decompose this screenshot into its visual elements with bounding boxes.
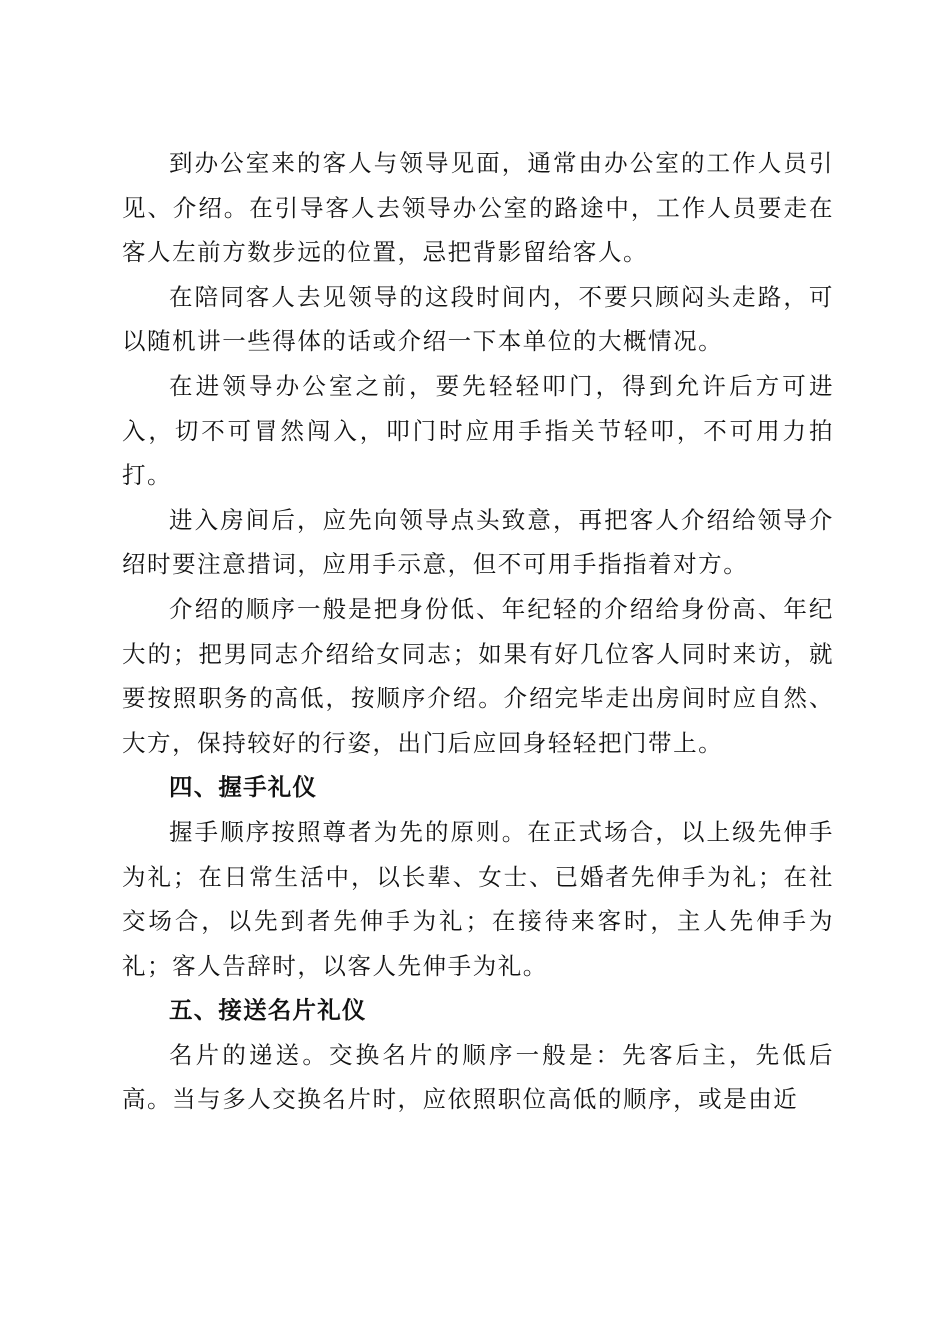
paragraph-accompanying: 在陪同客人去见领导的这段时间内，不要只顾闷头走路，可以随机讲一些得体的话或介绍一下本单位的大概情况。	[122, 282, 834, 356]
section-heading-handshake: 四、握手礼仪	[169, 773, 318, 802]
paragraph-entering-room: 进入房间后，应先向领导点头致意，再把客人介绍给领导介绍时要注意措词，应用手示意，但不可用手指指着对方。	[122, 505, 834, 579]
paragraph-knocking: 在进领导办公室之前，要先轻轻叩门，得到允许后方可进入，切不可冒然闯入，叩门时应用手指关节轻叩，不可用力拍打。	[122, 371, 834, 490]
document-body	[122, 141, 834, 1122]
paragraph-handshake: 握手顺序按照尊者为先的原则。在正式场合，以上级先伸手为礼；在日常生活中，以长辈、女士、已婚者先伸手为礼；在社交场合，以先到者先伸手为礼；在接待来客时，主人先伸手为礼；客人告辞时，以客人先伸手为礼。	[122, 817, 834, 980]
section-heading-business-card: 五、接送名片礼仪	[169, 996, 367, 1025]
paragraph-introduction-guiding: 到办公室来的客人与领导见面，通常由办公室的工作人员引见、介绍。在引导客人去领导办公室的路途中，工作人员要走在客人左前方数步远的位置，忌把背影留给客人。	[122, 149, 834, 267]
paragraph-introduction-order: 介绍的顺序一般是把身份低、年纪轻的介绍给身份高、年纪大的；把男同志介绍给女同志；如果有好几位客人同时来访，就要按照职务的高低，按顺序介绍。介绍完毕走出房间时应自然、大方，保持较好的行姿，出门后应回身轻轻把门带上。	[122, 594, 834, 757]
paragraph-business-card: 名片的递送。交换名片的顺序一般是：先客后主，先低后高。当与多人交换名片时，应依照职位高低的顺序，或是由近	[122, 1040, 834, 1114]
